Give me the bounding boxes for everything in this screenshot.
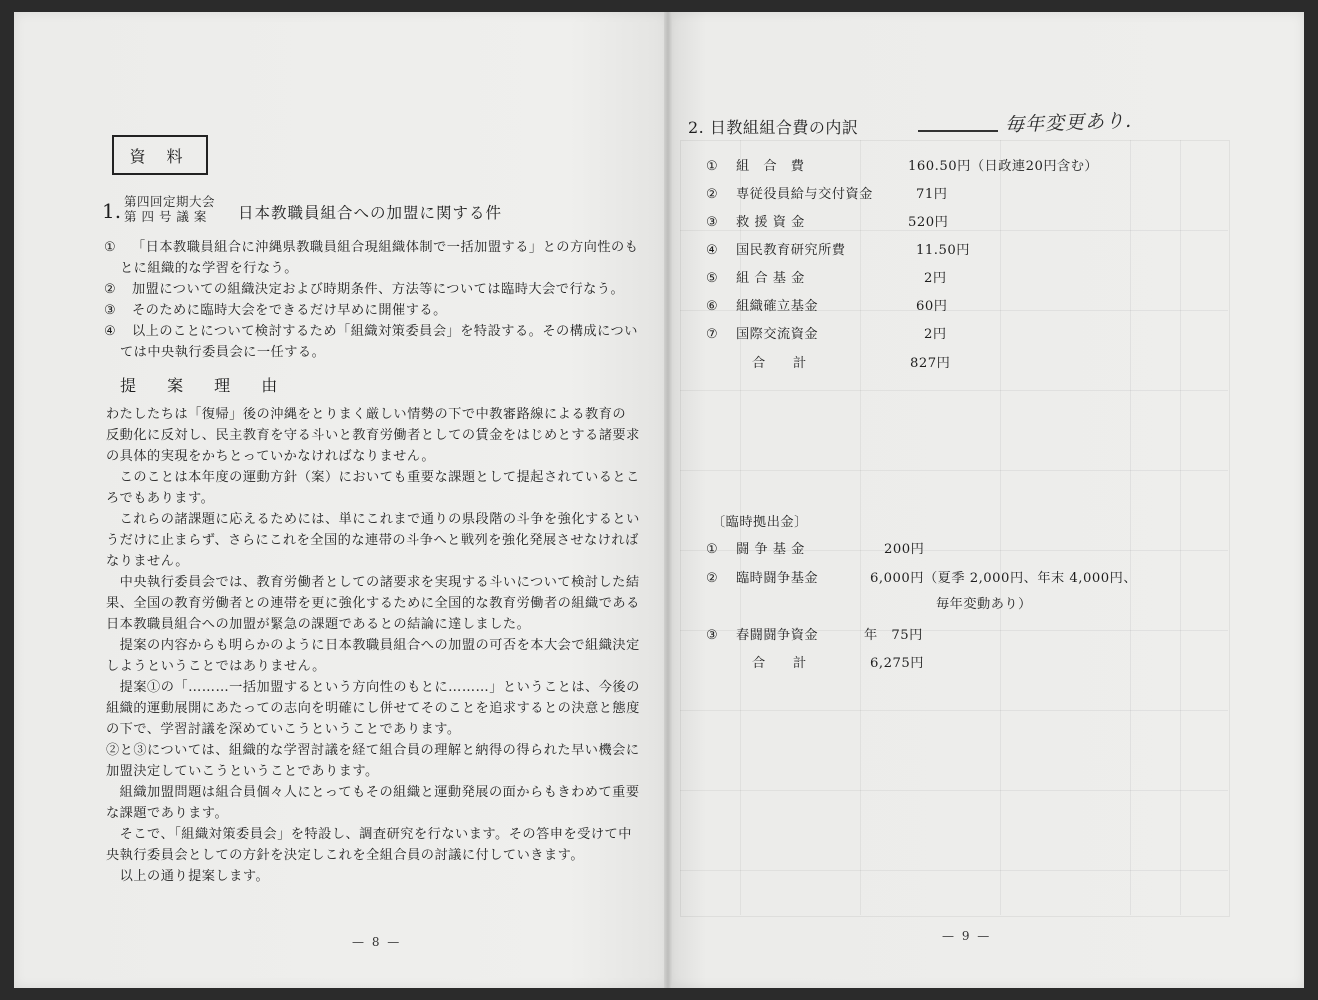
paragraph-line-14: 提案①の「………一括加盟するという方向性のもとに………」ということは、今後の	[106, 680, 640, 695]
temp-total-amount: 6,275円	[870, 656, 924, 671]
fee-3-name: 救 援 資 金	[736, 215, 805, 230]
paragraph-line-9: 中央執行委員会では、教育労働者としての諸要求を実現する斗いについて検討した結	[106, 575, 640, 590]
fee-1-mark: ①	[706, 159, 719, 174]
fee-5-amount: 2円	[924, 271, 947, 286]
reason-heading: 提 案 理 由	[120, 376, 291, 395]
paragraph-line-19: 組織加盟問題は組合員個々人にとってもその組織と運動発展の面からもきわめて重要	[106, 785, 640, 800]
shiryo-label-box: 資 料	[112, 135, 208, 175]
fee-5-name: 組 合 基 金	[736, 271, 805, 286]
fee-7-amount: 2円	[924, 327, 947, 342]
paragraph-line-13: しようということではありません。	[106, 659, 326, 674]
fee-4-amount: 11.50円	[916, 243, 970, 258]
item-2-line-1: 加盟についての組織決定および時期条件、方法等については臨時大会で行なう。	[132, 282, 625, 297]
temp-1-name: 闘 争 基 金	[736, 542, 805, 557]
item-1-line-1: 「日本教職員組合に沖縄県教職員組合現組織体制で一括加盟する」との方向性のも	[132, 240, 639, 255]
item-3-mark: ③	[104, 303, 117, 318]
handwritten-note: 毎年変更あり.	[1004, 109, 1133, 137]
paragraph-line-18: 加盟決定していこうということであります。	[106, 764, 379, 779]
temp-heading: 〔臨時拠出金〕	[712, 515, 808, 530]
fee-1-amount: 160.50円（日政連20円含む）	[908, 159, 1099, 174]
section-number: 1.	[102, 199, 122, 223]
paragraph-line-20: な課題であります。	[106, 806, 229, 821]
temp-3-name: 春闘闘争資金	[736, 628, 819, 643]
temp-total-label: 合 計	[752, 656, 807, 671]
temp-2-amount: 6,000円（夏季 2,000円、年末 4,000円、	[870, 571, 1138, 586]
agenda-title: 日本教職員組合への加盟に関する件	[238, 204, 503, 222]
fee-2-amount: 71円	[916, 187, 948, 202]
paragraph-line-16: の下で、学習討議を深めていこうということであります。	[106, 722, 461, 737]
item-4-line-1: 以上のことについて検討するため「組織対策委員会」を特設する。その構成につい	[132, 324, 638, 339]
paragraph-line-12: 提案の内容からも明らかのように日本教職員組合への加盟の可否を本大会で組織決定	[106, 638, 640, 653]
fee-7-mark: ⑦	[706, 327, 719, 342]
item-4-line-2: ては中央執行委員会に一任する。	[120, 345, 326, 360]
paragraph-line-5: ろでもあります。	[106, 491, 215, 506]
fees-total-label: 合 計	[752, 356, 807, 371]
paragraph-line-2: 反動化に反対し、民主教育を守る斗いと教育労働者としての賃金をはじめとする諸要求	[106, 428, 640, 443]
fee-5-mark: ⑤	[706, 271, 719, 286]
paragraph-line-21: そこで、「組織対策委員会」を特設し、調査研究を行ないます。その答申を受けて中	[106, 827, 632, 842]
paragraph-line-11: 日本教職員組合への加盟が緊急の課題であるとの結論に達しました。	[106, 617, 531, 632]
handwritten-underline	[918, 130, 998, 132]
paragraph-line-7: うだけに止まらず、さらにこれを全国的な連帯の斗争へと戦列を強化発展させなければ	[106, 533, 639, 548]
fee-6-amount: 60円	[916, 299, 948, 314]
paragraph-line-6: これらの諸課題に応えるためには、単にこれまで通りの県段階の斗争を強化するとい	[106, 512, 640, 527]
meeting-line-2: 第 四 号 議 案	[124, 209, 207, 224]
item-4-mark: ④	[104, 324, 117, 339]
temp-note: 毎年変動あり）	[936, 597, 1032, 612]
paragraph-line-15: 組織的運動展開にあたっての志向を明確にし併せてそのことを追求するとの決意と態度	[106, 701, 640, 716]
fee-1-name: 組 合 費	[736, 159, 805, 174]
fees-title: 2. 日教組組合費の内訳	[688, 118, 859, 137]
temp-2-name: 臨時闘争基金	[736, 571, 819, 586]
fee-4-mark: ④	[706, 243, 719, 258]
item-1-mark: ①	[104, 240, 117, 255]
page-number-right: — 9 —	[942, 929, 992, 943]
fee-2-mark: ②	[706, 187, 719, 202]
page-gutter	[664, 12, 672, 988]
fee-3-amount: 520円	[908, 215, 949, 230]
paragraph-line-1: わたしたちは「復帰」後の沖縄をとりまく厳しい情勢の下で中教審路線による教育の	[106, 407, 627, 422]
item-1-line-2: とに組織的な学習を行なう。	[120, 261, 298, 276]
fee-2-name: 専従役員給与交付資金	[736, 187, 873, 202]
paragraph-line-3: の具体的実現をかちとっていかなければなりません。	[106, 449, 436, 464]
fee-6-name: 組織確立基金	[736, 299, 819, 314]
temp-2-mark: ②	[706, 571, 719, 586]
temp-3-mark: ③	[706, 628, 719, 643]
fee-6-mark: ⑥	[706, 299, 719, 314]
item-3-line-1: そのために臨時大会をできるだけ早めに開催する。	[132, 303, 447, 318]
meeting-line-1: 第四回定期大会	[124, 194, 216, 209]
paragraph-line-10: 果、全国の教育労働者との連帯を更に強化するために全国的な教育労働者の組織である	[106, 596, 640, 611]
paragraph-line-22: 央執行委員会としての方針を決定しこれを全組合員の討議に付していきます。	[106, 848, 585, 863]
temp-3-amount: 年 75円	[864, 628, 923, 643]
fee-4-name: 国民教育研究所費	[736, 243, 846, 258]
fees-total-amount: 827円	[910, 356, 951, 371]
paragraph-line-17: ②と③については、組織的な学習討議を経て組合員の理解と納得の得られた早い機会に	[106, 743, 640, 758]
item-2-mark: ②	[104, 282, 117, 297]
paragraph-line-4: このことは本年度の運動方針（案）においても重要な課題として提起されているとこ	[106, 470, 640, 485]
paragraph-line-8: なりません。	[106, 554, 189, 569]
paragraph-line-23: 以上の通り提案します。	[106, 869, 270, 884]
temp-1-mark: ①	[706, 542, 719, 557]
page-number-left: — 8 —	[352, 935, 402, 949]
temp-1-amount: 200円	[884, 542, 925, 557]
fee-3-mark: ③	[706, 215, 719, 230]
fee-7-name: 国際交流資金	[736, 327, 819, 342]
